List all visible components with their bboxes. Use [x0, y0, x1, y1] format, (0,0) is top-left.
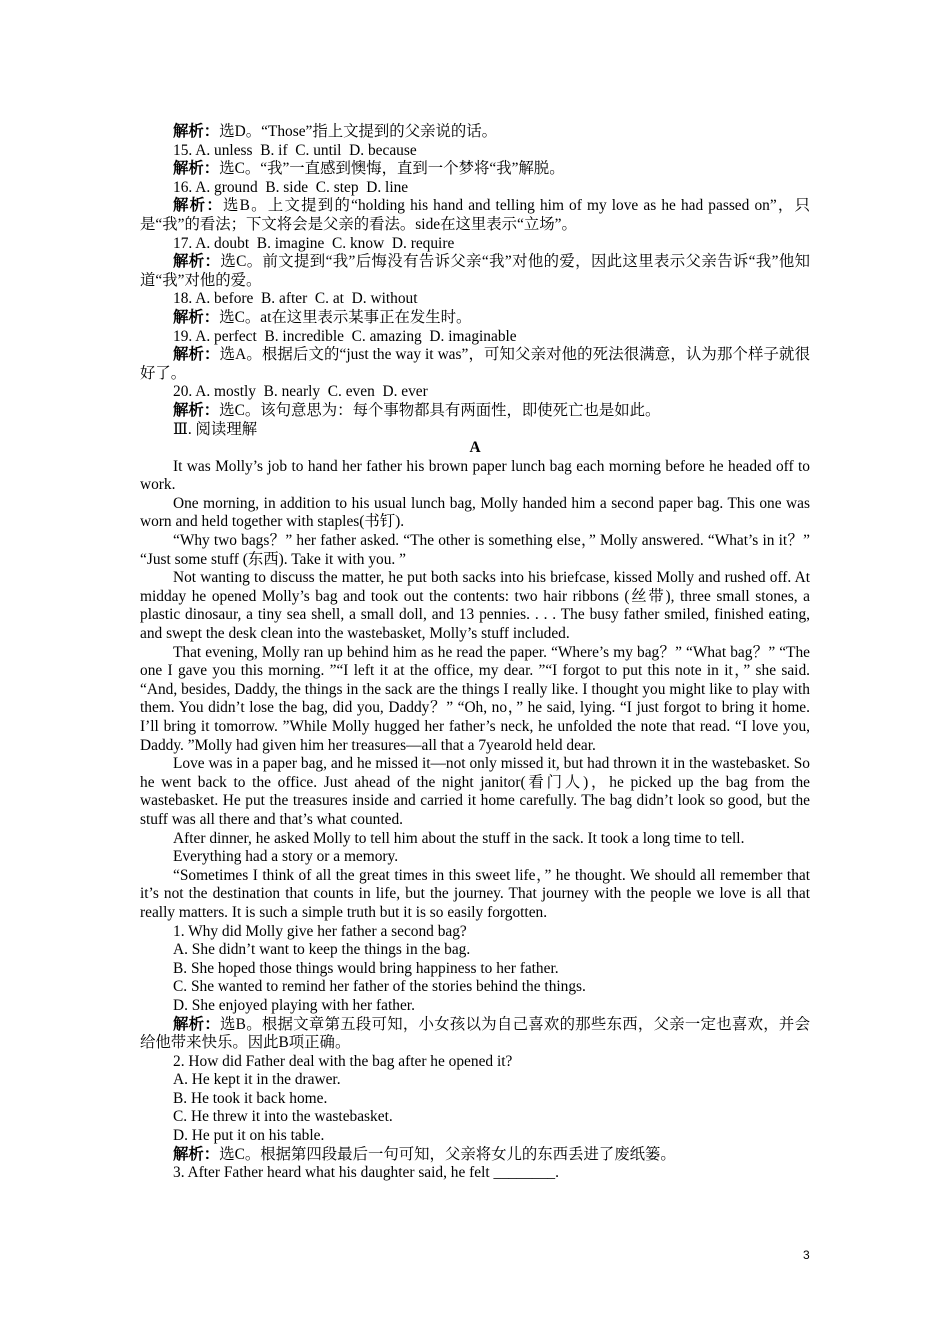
question-options: 17. A. doubt B. imagine C. know D. require — [173, 234, 455, 252]
question-option: D. She enjoyed playing with her father. — [173, 996, 415, 1014]
analysis-line: 解析：选B。上文提到的“holding his hand and telling him of my love as he had passed on”，只是“我”的看法；下文将会是父亲的看法。side在这里表示“立场”。 — [140, 197, 810, 233]
section-heading: Ⅲ. 阅读理解 — [173, 420, 258, 438]
question-option: C. She wanted to remind her father of the stories behind the things. — [173, 978, 586, 996]
analysis-line: 解析：选D。“Those”指上文提到的父亲说的话。 — [173, 123, 498, 140]
question-options: 20. A. mostly B. nearly C. even D. ever — [173, 383, 428, 401]
analysis-line: 解析：选A。根据后文的“just the way it was”，可知父亲对他的死法很满意，认为那个样子就很好了。 — [140, 346, 810, 382]
analysis-label: 解析： — [173, 308, 220, 326]
passage-letter: A — [469, 439, 481, 457]
question-options: 19. A. perfect B. incredible C. amazing D. imaginable — [173, 327, 517, 345]
page-number: 3 — [803, 1248, 810, 1262]
question-analysis: 解析：选C。根据第四段最后一句可知，父亲将女儿的东西丢进了废纸篓。 — [173, 1145, 676, 1163]
passage-paragraph: One morning, in addition to his usual lunch bag, Molly handed him a second paper bag. This one was worn and held together with staples(书钉). — [140, 494, 810, 531]
analysis-line: 解析：选C。at在这里表示某事正在发生时。 — [173, 308, 472, 326]
question-option: A. She didn’t want to keep the things in the bag. — [173, 941, 471, 959]
analysis-label: 解析： — [173, 123, 220, 140]
analysis-label: 解析： — [173, 197, 223, 215]
question-option: A. He kept it in the drawer. — [173, 1071, 341, 1089]
question-option: D. He put it on his table. — [173, 1127, 325, 1145]
passage-paragraph: After dinner, he asked Molly to tell him about the stuff in the sack. It took a long time to tell. — [173, 829, 745, 847]
analysis-label: 解析： — [173, 346, 220, 364]
question-option: B. He took it back home. — [173, 1089, 328, 1107]
passage-paragraph: Everything had a story or a memory. — [173, 848, 399, 866]
page-content — [140, 123, 810, 1183]
question-options: 15. A. unless B. if C. until D. because — [173, 141, 417, 159]
question-option: B. She hoped those things would bring happiness to her father. — [173, 959, 559, 977]
analysis-label: 解析： — [173, 401, 220, 419]
question-stem: 3. After Father heard what his daughter said, he felt ________. — [173, 1164, 559, 1182]
analysis-label: 解析： — [173, 1015, 221, 1033]
analysis-line: 解析：选C。“我”一直感到懊悔，直到一个梦将“我”解脱。 — [173, 160, 565, 178]
analysis-line: 解析：选C。该句意思为：每个事物都具有两面性，即使死亡也是如此。 — [173, 401, 661, 419]
passage-paragraph: It was Molly’s job to hand her father his brown paper lunch bag each morning before he headed off to work. — [140, 457, 810, 494]
question-analysis: 解析：选B。根据文章第五段可知，小女孩以为自己喜欢的那些东西，父亲一定也喜欢，并会给他带来快乐。因此B项正确。 — [140, 1015, 810, 1052]
question-option: C. He threw it into the wastebasket. — [173, 1108, 393, 1126]
passage-paragraph: That evening, Molly ran up behind him as he read the paper. “Where’s my bag？” “What bag？” “The one I gave you this morning. ”“I left it at the office, my dear. ”“I forgot to put this note in it，” she said. “And, besides, Daddy, the things in the sack are the things I really like. I thought you might like to play with them. You didn’t lose the bag, did you, Daddy？” “Oh, no，” he said, lying. “I just forgot to bring it home. I’ll bring it tomorrow. ”While Molly hugged her father’s neck, he unfolded the note that read. “I love you, Daddy. ”Molly had given him her treasures—all that a 7yearold held dear. — [140, 643, 810, 754]
analysis-label: 解析： — [173, 1145, 220, 1163]
question-options: 18. A. before B. after C. at D. without — [173, 290, 418, 308]
question-stem: 1. Why did Molly give her father a second bag? — [173, 922, 467, 940]
passage-paragraph: Love was in a paper bag, and he missed it—not only missed it, but had thrown it in the wastebasket. So he went back to the office. Just ahead of the night janitor(看门人)，he picked up the bag from the wastebasket. He put the treasures inside and carried it home carefully. The bag didn’t look so good, but the stuff was all there and that’s what counted. — [140, 755, 810, 828]
passage-paragraph: “Sometimes I think of all the great times in this sweet life，” he thought. We should all remember that it’s not the destination that counts in life, but the journey. That journey with the people we love is all that really matters. It is such a simple truth but it is so easily forgotten. — [140, 866, 810, 921]
analysis-line: 解析：选C。前文提到“我”后悔没有告诉父亲“我”对他的爱，因此这里表示父亲告诉“我”他知道“我”对他的爱。 — [140, 253, 810, 289]
analysis-label: 解析： — [173, 253, 221, 271]
question-options: 16. A. ground B. side C. step D. line — [173, 178, 409, 196]
analysis-label: 解析： — [173, 160, 220, 178]
passage-paragraph: “Why two bags？” her father asked. “The other is something else，” Molly answered. “What’s in it？” “Just some stuff (东西). Take it with you. ” — [140, 532, 810, 568]
question-stem: 2. How did Father deal with the bag after he opened it? — [173, 1052, 513, 1070]
passage-paragraph: Not wanting to discuss the matter, he put both sacks into his briefcase, kissed Molly and rushed off. At midday he opened Molly’s bag and took out the contents: two hair ribbons (丝带), three small stones, a plastic dinosaur, a tiny sea shell, a small doll, and 13 pennies. . . . The busy father smiled, finished eating, and swept the desk clean into the wastebasket, Molly’s stuff included. — [140, 569, 810, 643]
